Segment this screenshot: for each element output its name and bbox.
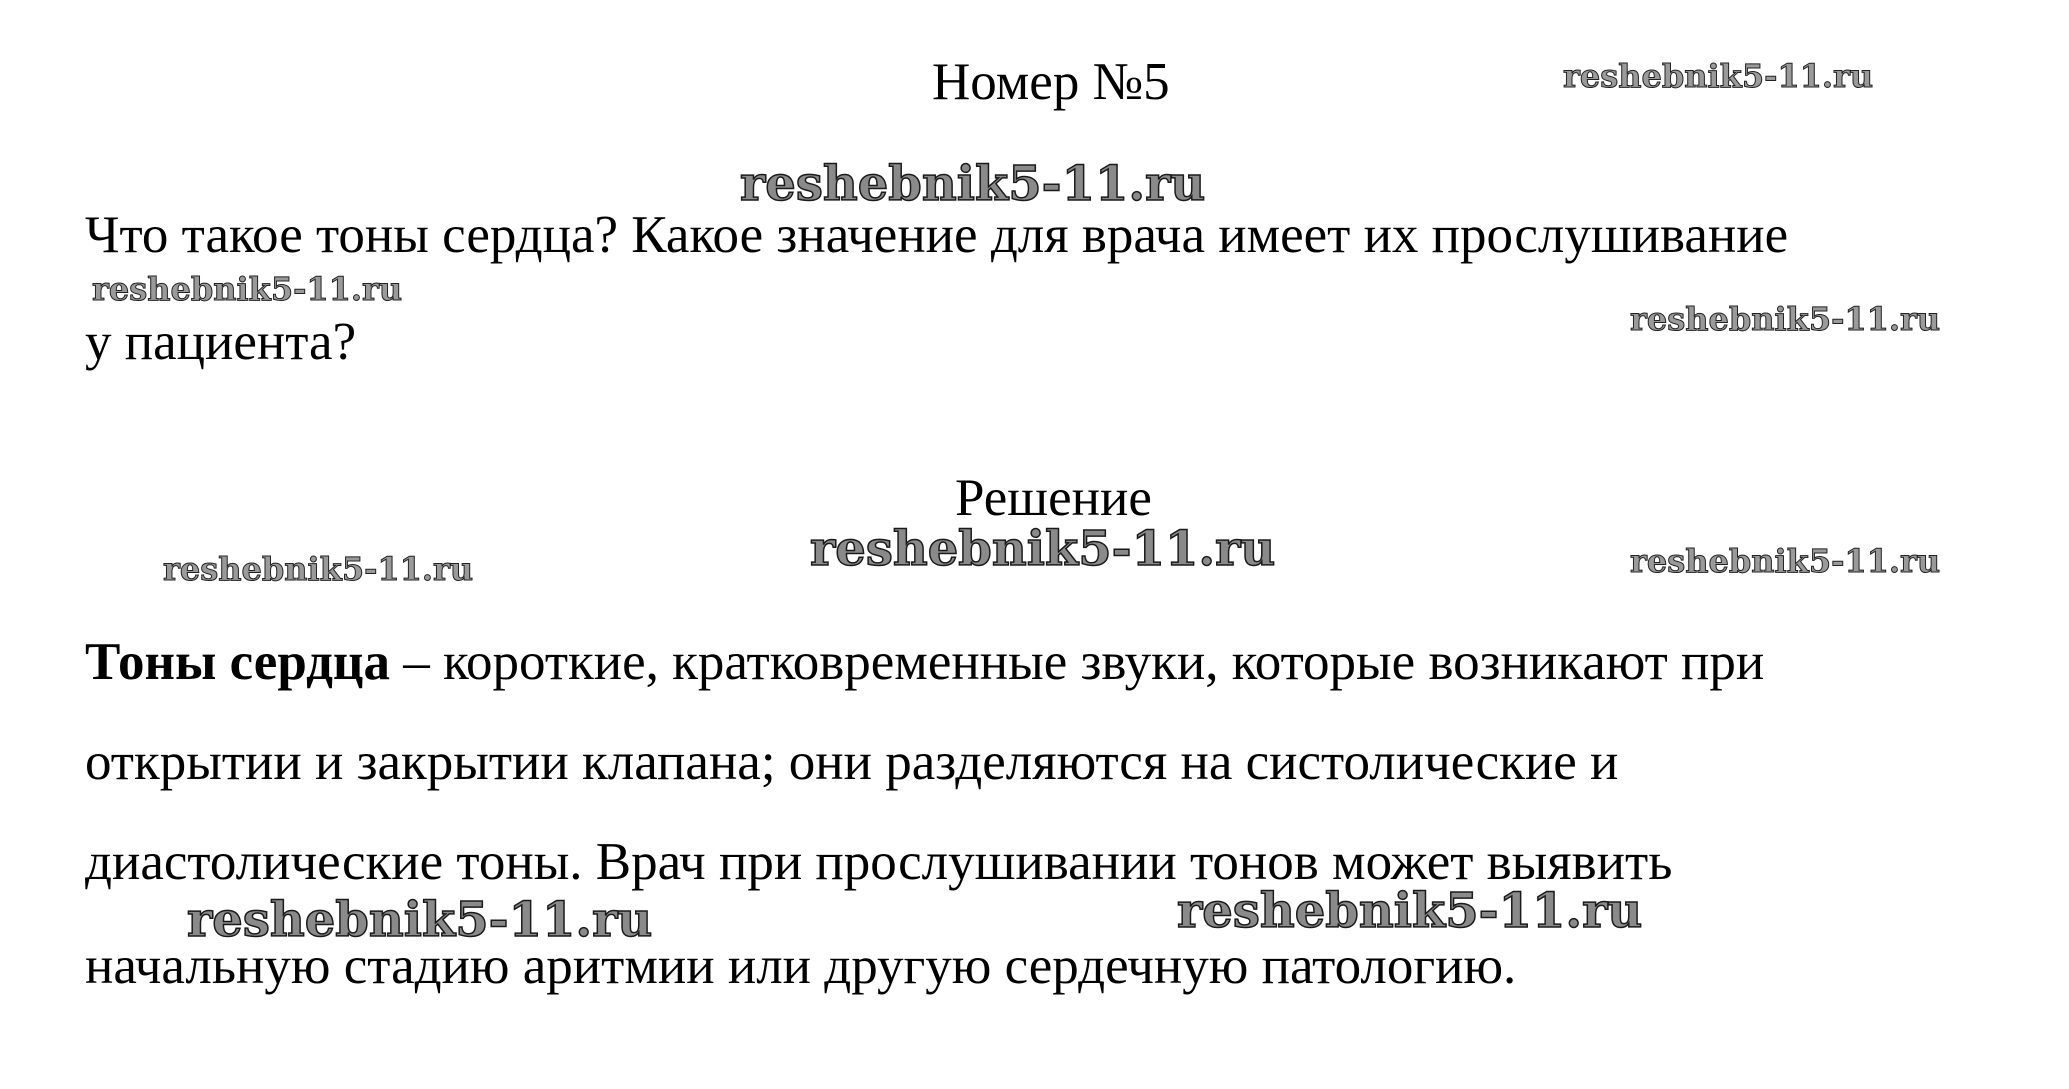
answer-line-4: начальную стадию аритмии или другую сердечную патологию.: [85, 937, 1517, 995]
answer-term: Тоны сердца: [85, 633, 390, 691]
watermark: reshebnik5-11.ru: [92, 270, 403, 308]
watermark: reshebnik5-11.ru: [740, 156, 1206, 212]
answer-line-1-rest: – короткие, кратковременные звуки, которые возникают при: [389, 633, 1765, 691]
watermark: reshebnik5-11.ru: [163, 550, 474, 588]
watermark: reshebnik5-11.ru: [187, 892, 653, 948]
watermark: reshebnik5-11.ru: [1630, 542, 1941, 580]
page-title: Номер №5: [932, 53, 1170, 111]
watermark: reshebnik5-11.ru: [1563, 57, 1874, 95]
answer-line-2: открытии и закрытии клапана; они разделяются на систолические и: [85, 733, 1619, 791]
answer-line-1: [85, 633, 1765, 691]
solution-heading: Решение: [955, 469, 1152, 527]
watermark: reshebnik5-11.ru: [1630, 300, 1941, 338]
question-line-1: Что такое тоны сердца? Какое значение для врача имеет их прослушивание: [85, 206, 1789, 264]
watermark: reshebnik5-11.ru: [1177, 883, 1643, 939]
watermark: reshebnik5-11.ru: [810, 521, 1276, 577]
answer-line-3: диастолические тоны. Врач при прослушивании тонов может выявить: [85, 833, 1673, 891]
question-line-2: у пациента?: [85, 313, 357, 371]
